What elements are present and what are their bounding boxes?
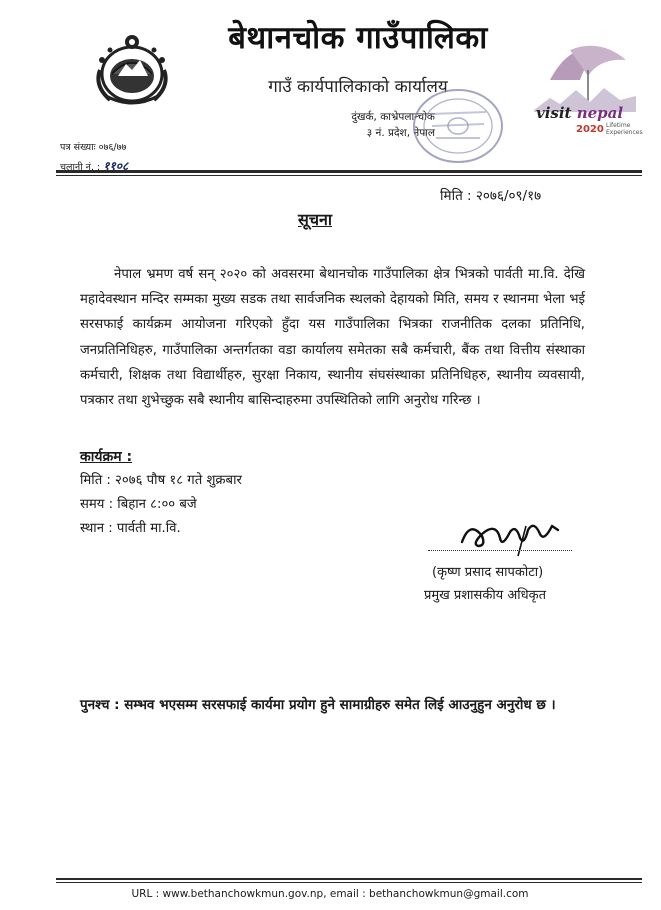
signature-icon bbox=[456, 516, 572, 558]
notice-date: मिति : २०७६/०९/१७ bbox=[440, 188, 542, 204]
footer-divider bbox=[56, 878, 642, 880]
header-divider-thin bbox=[56, 175, 642, 176]
notice-title: सूचना bbox=[298, 210, 333, 229]
notice-body: नेपाल भ्रमण वर्ष सन् २०२० को अवसरमा बेथानचोक गाउँपालिका क्षेत्र भित्रको पार्वती मा.वि. देखि महादेवस्थान मन्दिर सम्मका मुख्य सडक तथा सार्वजनिक स्थलको देहायको मिति, समय र स्थानमा भेला भई सरसफाई कार्यक्रम आयोजना गरिएको हुँदा यस गाउँपालिका भित्रका राजनीतिक दलका प्रतिनिधि, जनप्रतिनिधिहरु, गाउँपालिका अन्तर्गतका वडा कार्यालय समेतका सबै कर्मचारी, बैंक तथा वित्तीय संस्थाका कर्मचारी, शिक्षक तथा विद्यार्थीहरु, सुरक्षा निकाय, स्थानीय संघसंस्थाका प्रतिनिधिहरु, स्थानीय व्यवसायी, पत्रकार तथा शुभेच्छुक सबै स्थानीय बासिन्दाहरुमा उपस्थितिको लागि अनुरोध गरिन्छ । bbox=[80, 267, 585, 409]
programme-heading: कार्यक्रम : bbox=[80, 449, 133, 465]
programme-time: समय : बिहान ८:०० बजे bbox=[80, 497, 197, 512]
header-divider bbox=[56, 170, 642, 173]
signature-line bbox=[428, 550, 572, 551]
address-line-2: ३ नं. प्रदेश, नेपाल bbox=[366, 127, 435, 139]
footer-divider-thin bbox=[56, 882, 642, 883]
office-stamp-icon bbox=[400, 84, 508, 168]
letter-number: पत्र संख्याः ०७६/७७ bbox=[60, 142, 127, 153]
office-name: बेथानचोक गाउँपालिका bbox=[228, 20, 488, 56]
footer-contact: URL : www.bethanchowkmun.gov.np, email : bethanchowkmun@gmail.com bbox=[131, 888, 529, 900]
signatory-title: प्रमुख प्रशासकीय अधिकृत bbox=[424, 588, 547, 603]
visit-nepal-tagline: Lifetime Experiences bbox=[606, 122, 643, 136]
nepal-emblem-icon bbox=[92, 30, 172, 108]
visit-nepal-wordmark: visit nepal bbox=[536, 104, 624, 122]
postscript: पुनश्च : सम्भव भएसम्म सरसफाई कार्यमा प्रयोग हुने सामाग्रीहरु समेत लिई आउनुहुन अनुरोध छ । bbox=[80, 697, 556, 713]
dispatch-number: चलानी नं. : ११०८ bbox=[60, 159, 129, 173]
address-line-1: दुंखर्क, काभ्रेपलान्चोक bbox=[351, 111, 435, 123]
programme-place: स्थान : पार्वती मा.वि. bbox=[80, 521, 181, 536]
signatory-name: (कृष्ण प्रसाद सापकोटा) bbox=[432, 565, 544, 580]
programme-date: मिति : २०७६ पौष १८ गते शुक्रबार bbox=[80, 473, 242, 488]
office-subtitle: गाउँ कार्यपालिकाको कार्यालय bbox=[268, 77, 448, 97]
visit-nepal-year: 2020 bbox=[576, 124, 604, 135]
